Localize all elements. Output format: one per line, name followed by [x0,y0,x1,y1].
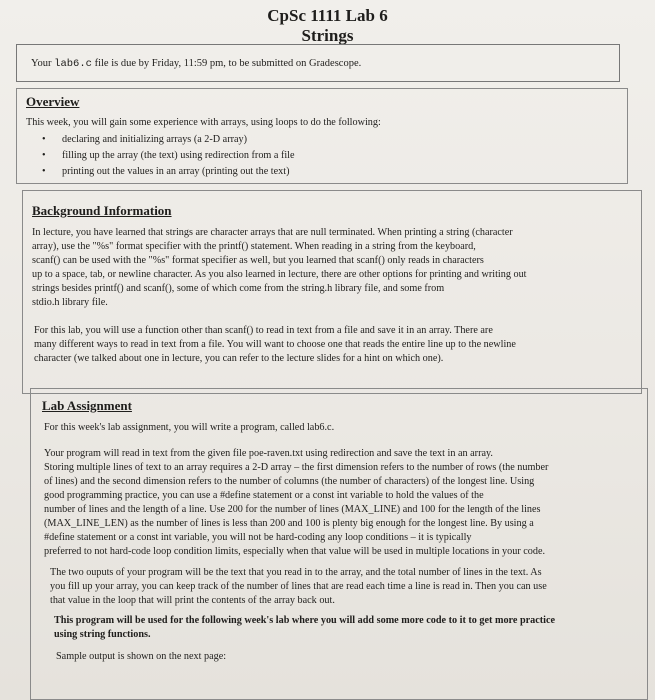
list-item: • filling up the array (the text) using redirection from a file [42,150,295,161]
overview-heading: Overview [26,94,80,109]
page-subtitle: Strings [301,26,354,45]
list-item: • printing out the values in an array (printing out the text) [42,166,290,177]
page-title: CpSc 1111 Lab 6 [267,6,388,25]
due-notice-box [16,44,620,82]
due-notice-file: lab6.c [54,58,92,70]
background-paragraph-2: For this lab, you will use a function other than scanf() to read in text from a file and save it in an array. There are many different ways to read in text from a file. You will want to choose one that reads the entire line up to the newline character (we talked about one in lecture, you can refer to the lecture slides for a hint on which one). [34,325,516,364]
overview-intro: This week, you will gain some experience with arrays, using loops to do the following: [26,117,381,128]
lab-paragraph-1: For this week's lab assignment, you will write a program, called lab6.c. [44,422,335,433]
background-heading: Background Information [32,203,172,218]
lab-paragraph-3: The two ouputs of your program will be the text that you read in to the array, and the total number of lines in the text. As you fill up your array, you can keep track of the number of lines that are read each time a line is read in. Then you can use that value in the loop that will print the contents of the array back out. [50,567,547,606]
due-notice-prefix: Your [31,58,52,69]
lab-paragraph-5: Sample output is shown on the next page: [56,651,227,662]
lab-paragraph-2: Your program will read in text from the given file poe-raven.txt using redirection and save the text in an array. Storing multiple lines of text to an array requires a 2-D array – the first dimension refers to the number of rows (the number of lines) and the second dimension refers to the number of columns (the number of characters) of the longest line. Using good programming practice, you can use a #define statement or a const int variable to hold the values of the number of lines and the length of a line. Use 200 for the number of lines (MAX_LINE) and 100 for the length of the lines (MAX_LINE_LEN) as the number of lines is less than 200 and 100 is plenty big enough for the longest line. By using a #define statement or a const int variable, you will not be hard-coding any loop conditions – it is typically preferred to not hard-code loop condition limits, especially when that value will be used in multiple locations in your code. [44,448,549,557]
background-paragraph-1: In lecture, you have learned that strings are character arrays that are null terminated. When printing a string (character array), use the "%s" format specifier with the printf() statement. When reading in a string from the keyboard, scanf() can be used with the "%s" format specifier as well, but you learned that scanf() only reads in characters up to a space, tab, or newline character. As you also learned in lecture, there are other options for printing and writing out strings besides printf() and scanf(), some of which come from the string.h library file, and some from stdio.h library file. [32,227,527,308]
lab-paragraph-4: This program will be used for the following week's lab where you will add some more code to it to get more practice using string functions. [54,615,556,640]
lab-heading: Lab Assignment [42,398,132,413]
due-notice-text: file is due by Friday, 11:59 pm, to be submitted on Gradescope. [94,58,362,69]
list-item: • declaring and initializing arrays (a 2-D array) [42,134,247,145]
overview-bullets [36,132,295,180]
